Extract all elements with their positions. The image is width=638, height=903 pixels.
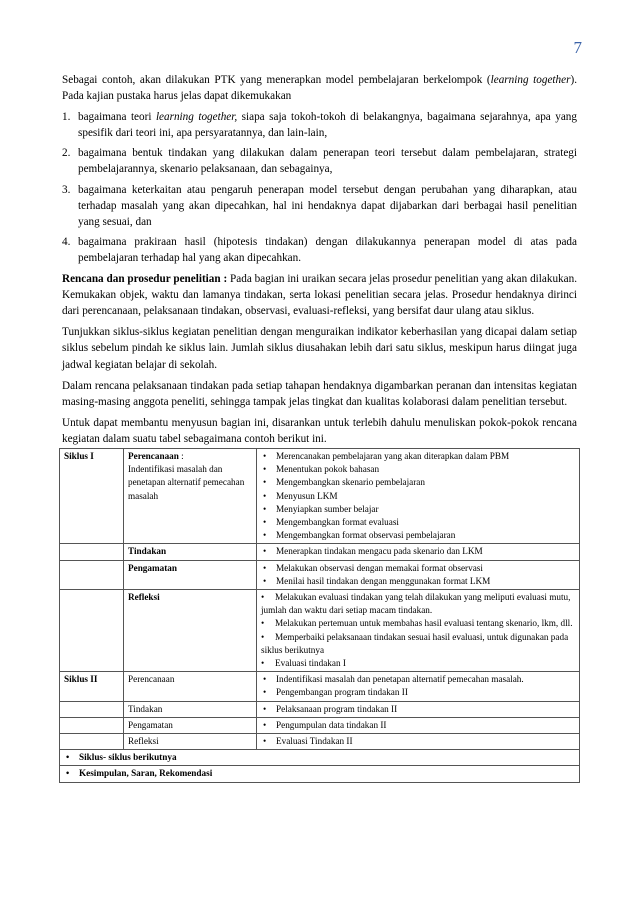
table-row <box>60 560 580 589</box>
s2-perencanaan-items <box>257 672 580 701</box>
perencanaan-cell: Perencanaan : Indentifikasi masalah dan penetapan alternatif pemecahan masalah <box>124 449 257 544</box>
plan-table <box>59 448 580 783</box>
list-item: 2. bagaimana bentuk tindakan yang dilakukan dalam penerapan teori tersebut dalam pembelajaran, strategi pembelajarannya, skenario pelaksanaan, dan sebagainya, <box>62 147 577 176</box>
footer-row-conclusion: • Kesimpulan, Saran, Rekomendasi <box>60 766 580 782</box>
list-item: • Menilai hasil tindakan dengan menggunakan format LKM <box>261 575 575 588</box>
list-item: • Memperbaiki pelaksanaan tindakan sesuai hasil evaluasi, untuk digunakan pada siklus berikutnya <box>261 631 569 655</box>
untuk-paragraph: Untuk dapat membantu menyusun bagian ini, disarankan untuk terlebih dahulu menuliskan pokok-pokok rencana kegiatan dalam suatu tabel sebagaimana contoh berikut ini. <box>62 416 577 445</box>
list-item: • Menentukan pokok bahasan <box>261 463 575 476</box>
siklus-1-label: Siklus I <box>60 449 124 544</box>
s2-refleksi-items <box>257 734 580 750</box>
table-row <box>60 717 580 733</box>
document-body <box>62 72 577 452</box>
refleksi-cell: Refleksi <box>124 590 257 672</box>
siklus-2-label: Siklus II <box>60 672 124 701</box>
numbered-list <box>62 109 577 266</box>
perencanaan-items <box>257 449 580 544</box>
list-item: 4. bagaimana prakiraan hasil (hipotesis tindakan) dengan dilakukannya penerapan model di atas pada pembelajaran terhadap hal yang akan dipecahkan. <box>62 235 577 264</box>
pengamatan-cell: Pengamatan <box>124 560 257 589</box>
list-item: • Pengembangan program tindakan II <box>261 686 575 699</box>
list-item: • Evaluasi tindakan I <box>261 658 346 669</box>
s2-pengamatan-items <box>257 717 580 733</box>
siklus-paragraph: Tunjukkan siklus-siklus kegiatan penelitian dengan menguraikan indikator keberhasilan yang dicapai dalam setiap siklus sebelum pindah ke siklus lain. Jumlah siklus diusahakan lebih dari satu siklus, meskipun harus diingat juga jadwal kegiatan belajar di sekolah. <box>62 326 577 371</box>
list-item: • Pelaksanaan program tindakan II <box>261 703 575 716</box>
list-item: • Mengembangkan skenario pembelajaran <box>261 476 575 489</box>
s2-tindakan-items <box>257 701 580 717</box>
s2-refleksi-cell: Refleksi <box>124 734 257 750</box>
rencana-heading: Rencana dan prosedur penelitian : <box>62 273 228 286</box>
table-row <box>60 766 580 782</box>
pengamatan-items <box>257 560 580 589</box>
list-item: • Melakukan observasi dengan memakai format observasi <box>261 562 575 575</box>
list-item: • Menyiapkan sumber belajar <box>261 503 575 516</box>
table-row <box>60 544 580 560</box>
rencana-paragraph: Rencana dan prosedur penelitian : Pada bagian ini uraikan secara jelas prosedur penelitian yang akan dilakukan. Kemukakan objek, waktu dan lamanya tindakan, serta lokasi penelitian secara jelas. Prosedur hendaknya dirinci dari perencanaan, pelaksanaan tindakan, observasi, evaluasi-refleksi, yang bersifat daur ulang atau siklus. <box>62 273 577 318</box>
s2-pengamatan-cell: Pengamatan <box>124 717 257 733</box>
table-row <box>60 449 580 544</box>
list-item: • Merencanakan pembelajaran yang akan diterapkan dalam PBM <box>261 450 575 463</box>
table-row <box>60 672 580 701</box>
list-item: • Melakukan evaluasi tindakan yang telah dilakukan yang meliputi evaluasi mutu, jumlah dan waktu dari setiap macam tindakan. <box>261 592 571 616</box>
list-item: • Indentifikasi masalah dan penetapan alternatif pemecahan masalah. <box>261 673 575 686</box>
list-item: • Menerapkan tindakan mengacu pada skenario dan LKM <box>261 545 575 558</box>
footer-row-next-cycles: • Siklus- siklus berikutnya <box>60 750 580 766</box>
list-item: 3. bagaimana keterkaitan atau pengaruh penerapan model tersebut dengan perubahan yang diharapkan, atau terhadap masalah yang akan dipecahkan, hal ini hendaknya dapat dijabarkan dari berbagai hasil penelitian yang sesuai, dan <box>62 183 577 228</box>
list-item: 1. bagaimana teori learning together, siapa saja tokoh-tokoh di belakangnya, bagaimana sejarahnya, apa yang spesifik dari teori ini, apa persyaratannya, dan lain-lain, <box>62 111 577 140</box>
page-number: 7 <box>573 38 582 57</box>
table-row <box>60 734 580 750</box>
table-row <box>60 701 580 717</box>
list-item: • Mengembangkan format evaluasi <box>261 516 575 529</box>
s2-tindakan-cell: Tindakan <box>124 701 257 717</box>
tindakan-cell: Tindakan <box>124 544 257 560</box>
list-item: • Pengumpulan data tindakan II <box>261 719 575 732</box>
dalam-paragraph: Dalam rencana pelaksanaan tindakan pada setiap tahapan hendaknya digambarkan peranan dan intensitas kegiatan masing-masing anggota peneliti, sehingga tampak jelas tingkat dan kualitas kolaborasi dalam penelitian tersebut. <box>62 379 577 408</box>
list-item: • Mengembangkan format observasi pembelajaran <box>261 529 575 542</box>
s2-perencanaan-cell: Perencanaan <box>124 672 257 701</box>
tindakan-items <box>257 544 580 560</box>
list-item: • Menyusun LKM <box>261 490 575 503</box>
table-row <box>60 590 580 672</box>
intro-paragraph: Sebagai contoh, akan dilakukan PTK yang menerapkan model pembelajaran berkelompok (learning together). Pada kajian pustaka harus jelas dapat dikemukakan <box>62 74 577 103</box>
table-row <box>60 750 580 766</box>
refleksi-items <box>257 590 580 672</box>
list-item: • Evaluasi Tindakan II <box>261 735 575 748</box>
list-item: • Melakukan pertemuan untuk membahas hasil evaluasi tentang skenario, lkm, dll. <box>261 618 573 629</box>
